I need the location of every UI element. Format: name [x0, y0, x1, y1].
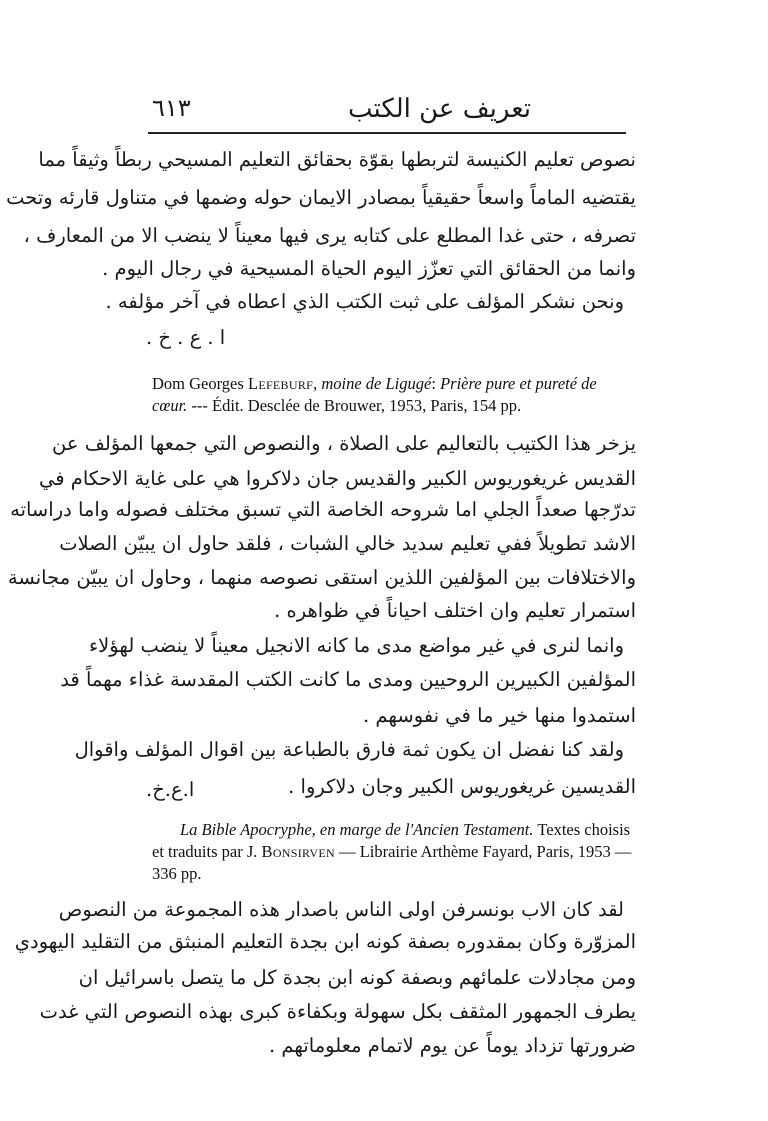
review3-line-1: لقد كان الاب بونسرفن اولى الناس باصدار هذه المجموعة من النصوص: [58, 898, 624, 921]
review3-title: La Bible Apocryphe, en marge de l'Ancien Testament.: [180, 820, 534, 839]
review1-line-5: ونحن نشكر المؤلف على ثبت الكتب الذي اعطاه في آخر مؤلفه .: [105, 290, 624, 313]
review3-desc-a: Textes choisis et traduits par J.: [152, 820, 631, 861]
review2-line-3: تدرّجها صعداً الجلي اما شروحه الخاصة التي تسبق مختلف فصوله واما دراساته: [10, 498, 636, 521]
review2-line-4: الاشد تطويلاً ففي تعليم سديد خالي الشبات ، فلقد حاول ان يبيّن الصلات: [59, 532, 636, 555]
review3-line-4: يطرف الجمهور المثقف بكل سهولة وبكفاءة كبرى بهذه النصوص التي غدت: [39, 1000, 636, 1023]
review3-line-5: ضرورتها تزداد يوماً عن يوم لاتمام معلوماتهم .: [268, 1034, 636, 1057]
review2-line-11: القديسين غريغوريوس الكبير وجان دلاكروا .: [288, 775, 636, 798]
review2-signature: ا.ع.خ.: [146, 778, 195, 801]
review2-line-6: استمرار تعليم وان اختلف احياناً في ظواهره .: [274, 599, 636, 622]
review1-line-3: تصرفه ، حتى غدا المطلع على كتابه يرى فيها معيناً لا ينضب الا من المعارف ،: [23, 224, 636, 247]
page-header: [150, 92, 626, 132]
review1-signature: ا . ع . خ .: [146, 326, 226, 349]
review2-citation: Dom Georges Lefeburf, moine de Ligugé: Prière pure et pureté de cœur. --- Édit. Desclée de Brouwer, 1953, Paris, 154 pp.: [152, 374, 597, 415]
review1-line-2: يقتضيه الماماً واسعاً حقيقياً بمصادر الايمان حوله وضمها في متناول قارئه وتحت: [6, 186, 636, 209]
running-title: تعريف عن الكتب: [348, 94, 531, 124]
review1-line-4: وانما من الحقائق التي تعزّز اليوم الحياة المسيحية في رجال اليوم .: [102, 257, 636, 280]
review2-line-1: يزخر هذا الكتيب بالتعاليم على الصلاة ، والنصوص التي جمعها المؤلف عن: [52, 432, 636, 455]
review2-line-10: ولقد كنا نفضل ان يكون ثمة فارق بالطباعة بين اقوال المؤلف واقوال: [74, 738, 624, 761]
review2-publisher: Édit. Desclée de Brouwer, 1953, Paris, 154 pp.: [212, 396, 522, 415]
review3-author: Bonsirven: [261, 842, 335, 861]
review2-line-9: استمدوا منها خير ما في نفوسهم .: [363, 704, 636, 727]
header-rule: [148, 132, 626, 134]
review2-role: moine de Ligugé: [321, 374, 432, 393]
review1-line-1: نصوص تعليم الكنيسة لتربطها بقوّة بحقائق التعليم المسيحي ربطاً وثيقاً مما: [38, 148, 636, 171]
review3-line-3: ومن مجادلات علمائهم وبصفة كونه ابن بجدة كل ما يتصل باسرائيل ان: [78, 966, 636, 989]
review2-author-first: Dom Georges: [152, 374, 244, 393]
page-number: ٦١٣: [152, 94, 191, 122]
review3-desc-b: — Librairie Arthème Fayard, Paris, 1953 — 336 pp.: [152, 842, 632, 883]
review2-separator: ---: [191, 396, 208, 415]
review2-title: Prière pure et pureté de cœur.: [152, 374, 597, 415]
review2-author-last: Lefeburf: [247, 374, 314, 393]
review3-citation: [152, 819, 636, 885]
review3-line-2: المزوّرة وكان بمقدوره بصفة كونه ابن بجدة التعليم المنبثق من التقليد اليهودي: [14, 930, 636, 953]
review2-line-8: المؤلفين الكبيرين الروحيين ومدى ما كانت الكتب المقدسة غذاء مهماً قد: [60, 668, 636, 691]
review2-line-5: والاختلافات بين المؤلفين اللذين استقى نصوصه منهما ، وحاول ان يبيّن مجانسة: [7, 566, 636, 589]
review2-line-7: وانما لنرى في غير مواضع مدى ما كانه الانجيل معيناً لا ينضب لهؤلاء: [89, 634, 624, 657]
review2-line-2: القديس غريغوريوس الكبير والقديس جان دلاكروا هي على غاية الاحكام في: [39, 467, 636, 490]
